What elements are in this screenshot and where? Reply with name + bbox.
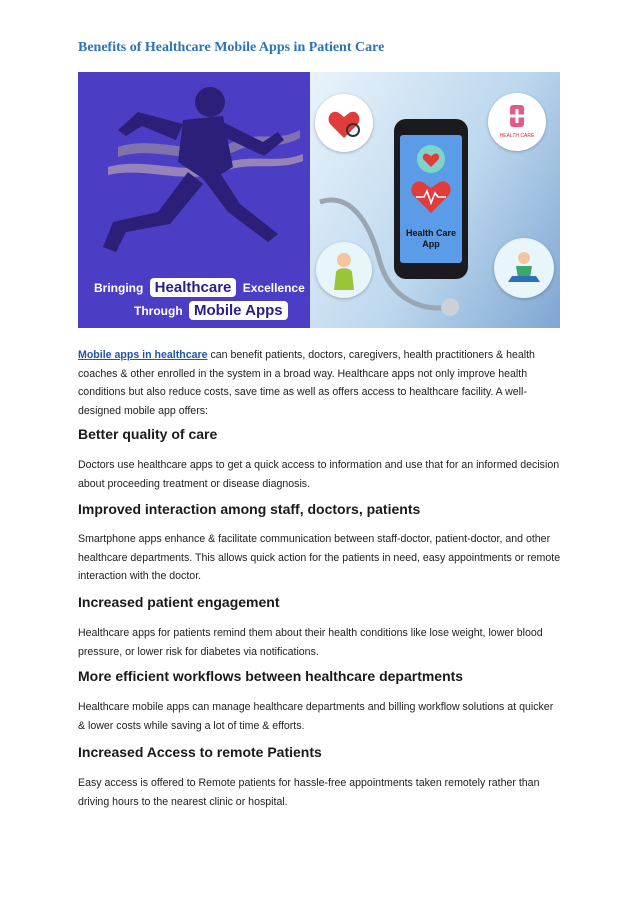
section-body-quality-of-care: Doctors use healthcare apps to get a quick access to information and use that for an informed decision about proceeding treatment or disease diagnosis. (78, 459, 560, 490)
heart-pulse-icon (400, 135, 462, 225)
hero-banner-image (78, 72, 560, 328)
section-heading-patient-engagement: Increased patient engagement (78, 594, 280, 610)
banner-highlight-mobile-apps: Mobile Apps (189, 301, 288, 320)
smartphone-illustration (394, 119, 468, 279)
document-title: Benefits of Healthcare Mobile Apps in Patient Care (78, 40, 385, 55)
section-heading-quality-of-care: Better quality of care (78, 426, 218, 442)
banner-word-excellence: Excellence (242, 281, 305, 295)
heart-rate-icon (315, 94, 373, 152)
section-body-remote-patients: Easy access is offered to Remote patients for hassle-free appointments taken remotely rather than driving hours to the nearest clinic or hospital. (78, 777, 540, 808)
intro-text: can benefit patients, doctors, caregivers, health practitioners & health coaches & other enrolled in the system in a broad way. Healthcare apps not only improve health conditions but also reduce costs, save time as well as offers access to healthcare facility. A well-designed mobile app offers: (78, 349, 535, 417)
phone-app-label: Health Care App (405, 228, 457, 249)
section-body-improved-interaction: Smartphone apps enhance & facilitate communication between staff-doctor, patient-doctor, and other healthcare departments. This allows quick action for the patients in need, easy appointments or remote interaction with the doctor. (78, 533, 561, 582)
healthcare-apps-link[interactable]: Mobile apps in healthcare (78, 349, 208, 361)
health-care-logo (488, 93, 546, 151)
banner-line-2 (134, 301, 291, 320)
section-heading-remote-patients: Increased Access to remote Patients (78, 744, 322, 760)
section-body-patient-engagement: Healthcare apps for patients remind them about their health conditions like lose weight, lower blood pressure, or lower risk for diabetes via notifications. (78, 627, 543, 658)
runner-illustration (78, 72, 310, 272)
section-heading-improved-interaction: Improved interaction among staff, doctors, patients (78, 501, 421, 517)
section-body-efficient-workflows: Healthcare mobile apps can manage healthcare departments and billing workflow solutions at quicker & lower costs while saving a lot of time & efforts. (78, 701, 554, 732)
patient-person-icon (316, 242, 372, 298)
section-heading-efficient-workflows: More efficient workflows between healthcare departments (78, 668, 464, 684)
phone-screen (400, 135, 462, 263)
meditation-person-icon (494, 238, 554, 298)
banner-line-1 (94, 278, 305, 297)
banner-word-bringing: Bringing (94, 281, 144, 295)
banner-word-through: Through (134, 304, 183, 318)
logo-caption: HEALTH CARE (499, 133, 535, 139)
hero-left-panel (78, 72, 310, 328)
intro-paragraph (78, 346, 562, 420)
banner-highlight-healthcare: Healthcare (150, 278, 237, 297)
